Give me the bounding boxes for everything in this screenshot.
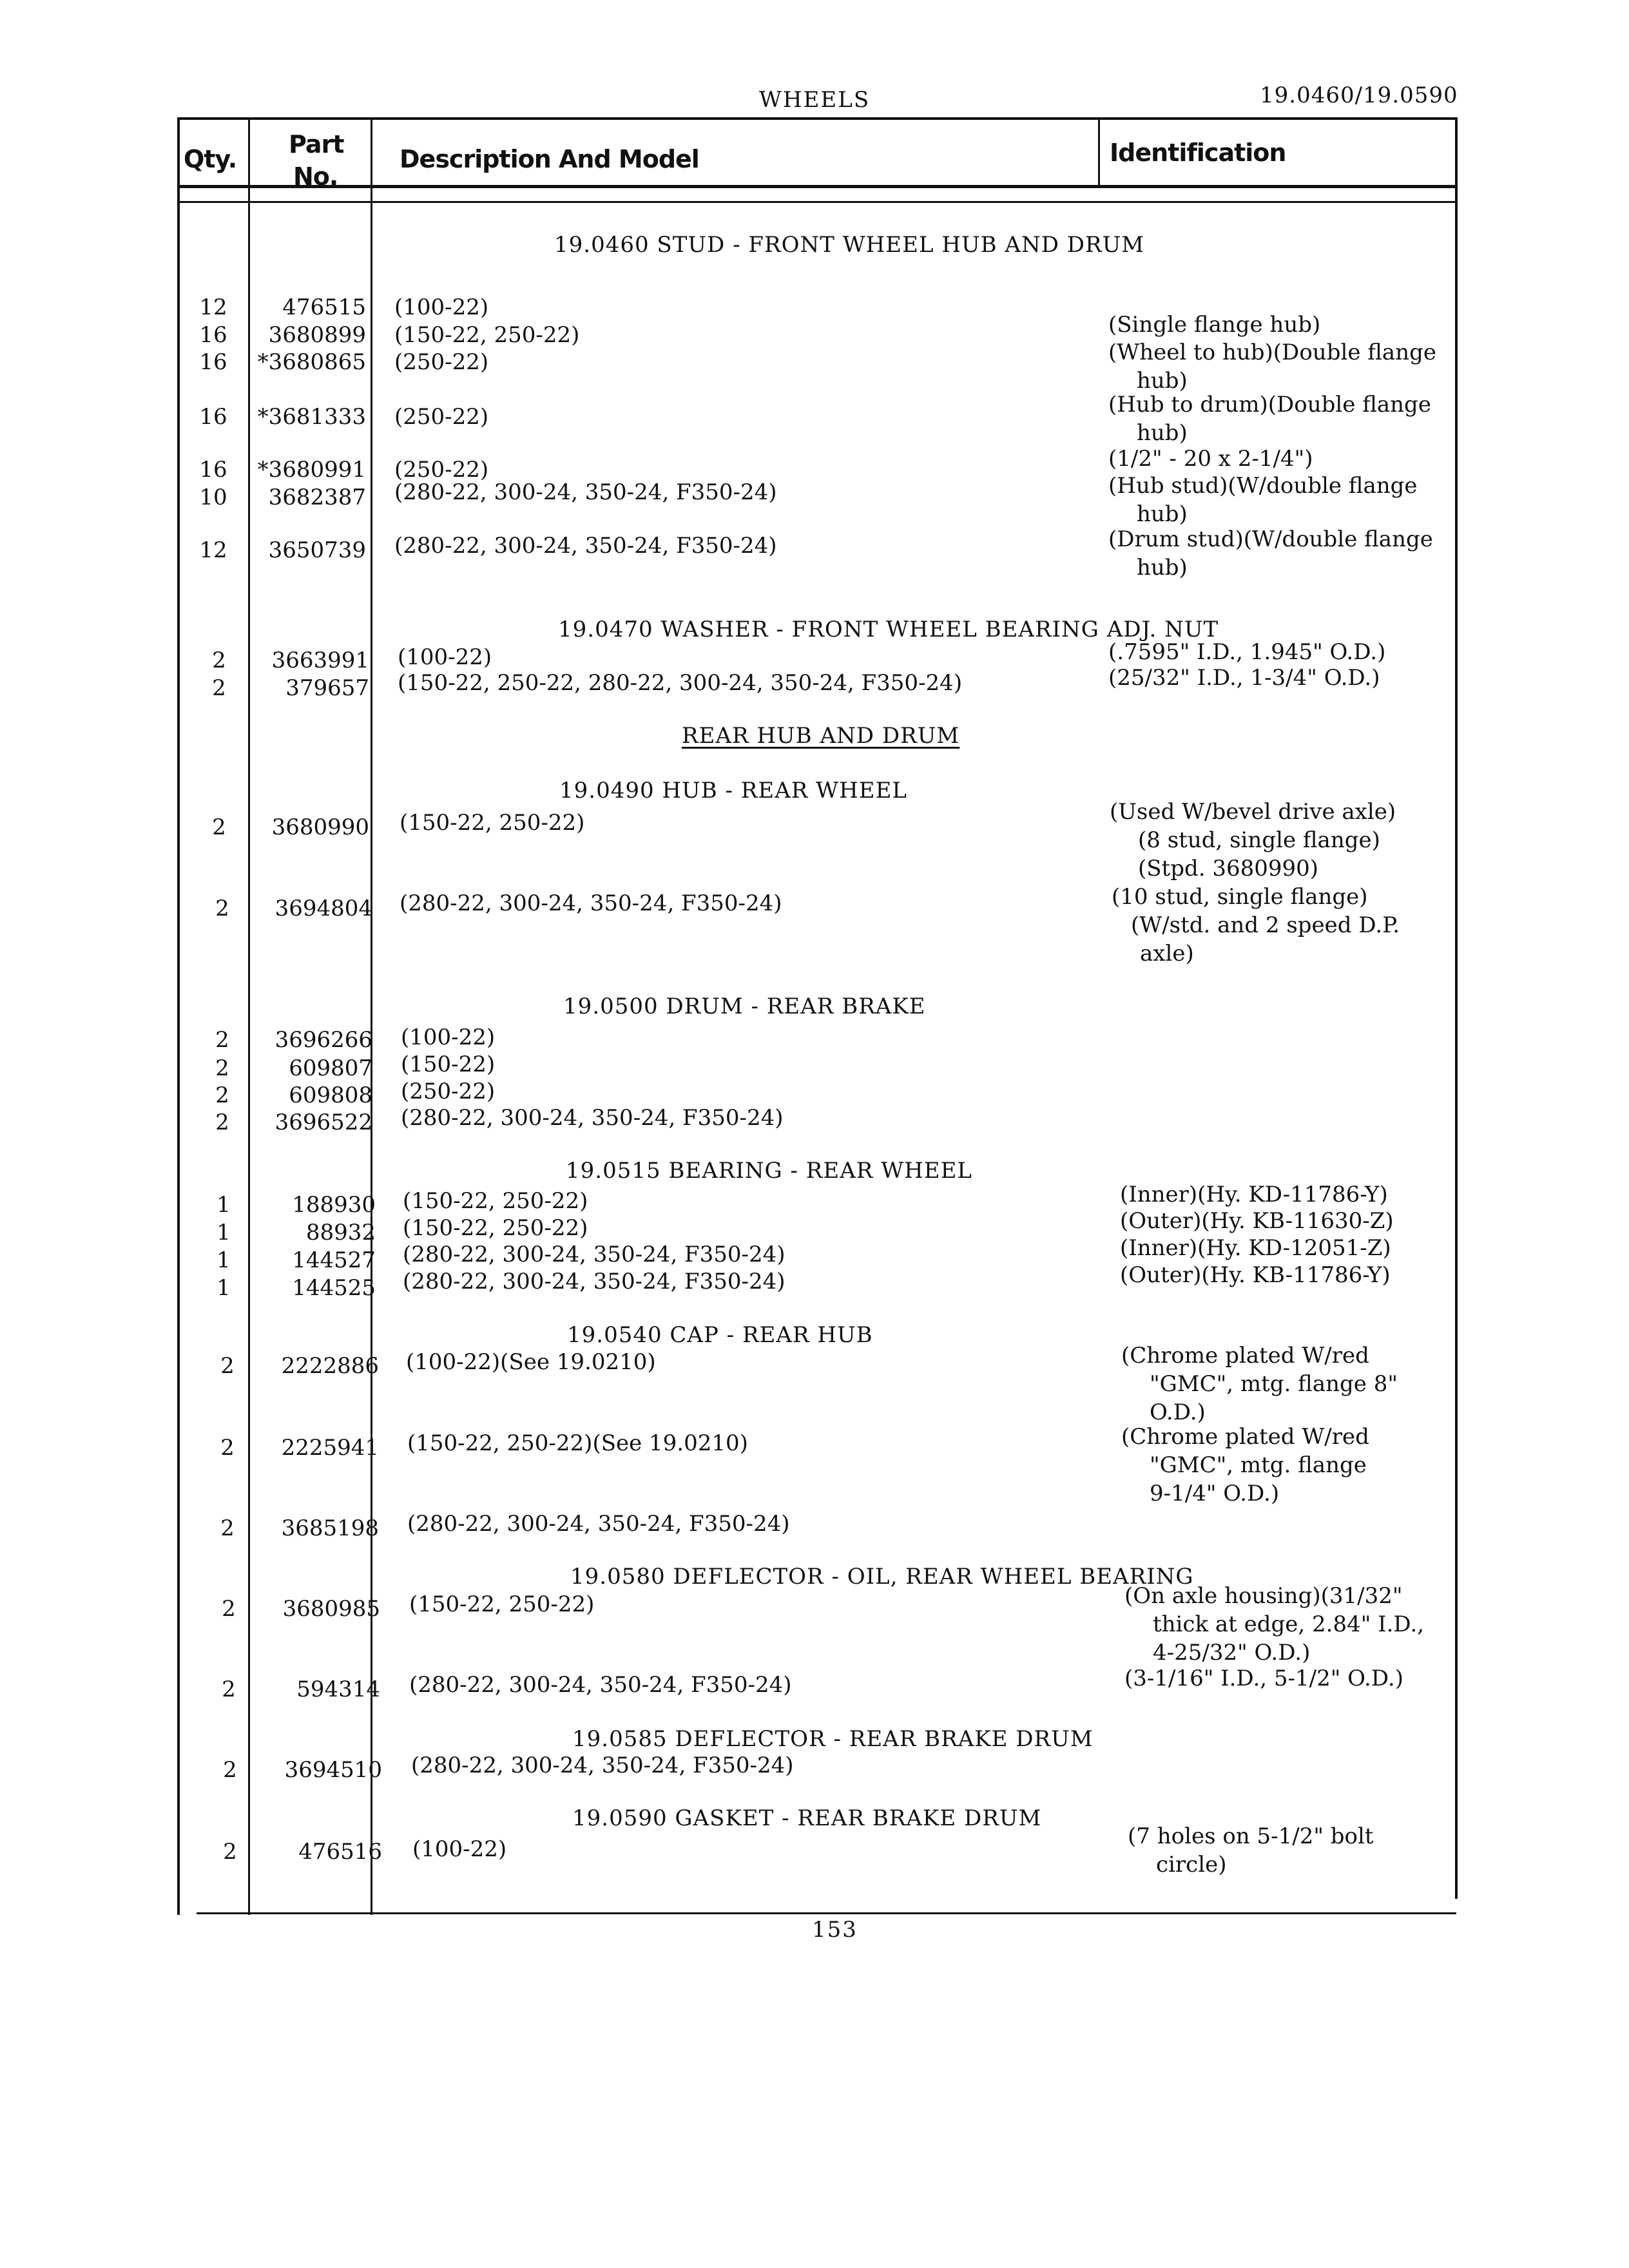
- part-desc-divider: [371, 117, 372, 1915]
- row-description: (280-22, 300-24, 350-24, F350-24): [403, 1242, 786, 1267]
- identification-line: (Wheel to hub)(Double flange: [1108, 340, 1436, 365]
- identification-line: (8 stud, single flange): [1138, 827, 1380, 853]
- row-description: (150-22, 250-22): [403, 1188, 588, 1214]
- page-ref-number: 19.0460/19.0590: [1260, 82, 1458, 108]
- row-part-number: 3663991: [271, 648, 369, 673]
- row-part-number: 379657: [285, 675, 369, 701]
- row-qty: 2: [215, 1027, 229, 1053]
- identification-line: (Inner)(Hy. KD-11786-Y): [1120, 1182, 1388, 1207]
- identification-line: circle): [1156, 1852, 1227, 1878]
- identification-line: (Outer)(Hy. KB-11630-Z): [1120, 1208, 1394, 1234]
- row-identification: [1120, 1180, 1388, 1209]
- section-title: 19.0580 DEFLECTOR - OIL, REAR WHEEL BEARING: [570, 1564, 1194, 1590]
- row-identification: [1108, 525, 1433, 582]
- row-qty: 1: [217, 1220, 231, 1245]
- row-part-number: 2222886: [281, 1353, 379, 1379]
- row-qty: 2: [220, 1353, 235, 1379]
- identification-line: (Hub to drum)(Double flange: [1108, 392, 1431, 418]
- identification-line: (3-1/16" I.D., 5-1/2" O.D.): [1124, 1666, 1403, 1691]
- row-identification: [1120, 1207, 1394, 1235]
- row-qty: 2: [212, 814, 226, 840]
- row-qty: 16: [199, 322, 227, 348]
- row-qty: 10: [199, 485, 227, 510]
- page-number: 153: [812, 1917, 858, 1943]
- identification-line: 4-25/32" O.D.): [1153, 1640, 1311, 1666]
- row-identification: [1108, 445, 1313, 473]
- row-identification: [1108, 338, 1436, 395]
- identification-line: 9-1/4" O.D.): [1150, 1481, 1280, 1506]
- row-part-number: *3681333: [257, 404, 366, 430]
- col-header-part-line2: No.: [293, 162, 338, 191]
- row-part-number: 3696522: [275, 1110, 372, 1135]
- row-part-number: 3680985: [282, 1596, 380, 1622]
- row-description: (250-22): [394, 457, 489, 483]
- row-part-number: 594314: [296, 1677, 380, 1702]
- identification-line: (Chrome plated W/red: [1121, 1424, 1369, 1450]
- row-description: (100-22): [398, 644, 492, 670]
- row-description: (280-22, 300-24, 350-24, F350-24): [409, 1672, 792, 1698]
- col-header-description: Description And Model: [400, 145, 699, 173]
- row-description: (280-22, 300-24, 350-24, F350-24): [407, 1511, 790, 1537]
- identification-line: (.7595" I.D., 1.945" O.D.): [1108, 639, 1386, 665]
- section-heading-rear-hub: REAR HUB AND DRUM: [682, 723, 960, 749]
- row-qty: 2: [215, 1055, 229, 1081]
- identification-line: (7 holes on 5-1/2" bolt: [1128, 1823, 1374, 1849]
- row-qty: 16: [199, 349, 227, 375]
- row-description: (150-22, 250-22)(See 19.0210): [407, 1430, 748, 1456]
- identification-line: hub): [1137, 368, 1188, 394]
- row-part-number: 3685198: [281, 1515, 379, 1541]
- row-identification: [1120, 1234, 1391, 1262]
- row-description: (150-22): [401, 1052, 496, 1077]
- row-part-number: 3696266: [275, 1027, 372, 1053]
- row-identification: [1112, 883, 1400, 968]
- row-qty: 16: [199, 404, 227, 430]
- row-qty: 1: [217, 1192, 231, 1218]
- row-identification: [1120, 1261, 1391, 1289]
- header-bottom-rule: [177, 185, 1456, 188]
- section-title: 19.0515 BEARING - REAR WHEEL: [566, 1158, 973, 1184]
- row-qty: 16: [199, 457, 227, 483]
- section-title: 19.0460 STUD - FRONT WHEEL HUB AND DRUM: [554, 232, 1145, 258]
- row-identification: [1128, 1822, 1374, 1879]
- row-qty: 2: [220, 1435, 235, 1461]
- row-identification: [1124, 1664, 1403, 1693]
- row-part-number: 144525: [292, 1275, 376, 1301]
- section-title: 19.0540 CAP - REAR HUB: [567, 1322, 873, 1348]
- identification-line: (Inner)(Hy. KD-12051-Z): [1120, 1235, 1391, 1261]
- table-left-rule: [177, 117, 180, 1915]
- identification-line: (1/2" - 20 x 2-1/4"): [1108, 446, 1313, 472]
- row-description: (280-22, 300-24, 350-24, F350-24): [394, 479, 777, 505]
- row-qty: 1: [217, 1275, 231, 1301]
- row-identification: [1108, 664, 1380, 692]
- row-part-number: 3694510: [284, 1757, 382, 1783]
- row-part-number: 2225941: [281, 1435, 379, 1461]
- row-part-number: 144527: [292, 1247, 376, 1273]
- row-description: (100-22)(See 19.0210): [406, 1349, 656, 1375]
- col-header-qty: Qty.: [184, 145, 237, 173]
- row-part-number: 3680899: [268, 322, 366, 348]
- row-qty: 12: [199, 537, 227, 563]
- row-qty: 2: [220, 1515, 235, 1541]
- identification-line: thick at edge, 2.84" I.D.,: [1153, 1611, 1425, 1637]
- row-description: (100-22): [394, 294, 489, 320]
- identification-line: (25/32" I.D., 1-3/4" O.D.): [1108, 665, 1380, 691]
- row-description: (100-22): [401, 1024, 496, 1050]
- row-identification: [1110, 798, 1396, 883]
- section-title: 19.0590 GASKET - REAR BRAKE DRUM: [572, 1805, 1042, 1831]
- identification-line: (Drum stud)(W/double flange: [1108, 526, 1433, 552]
- identification-line: axle): [1140, 941, 1194, 966]
- row-identification: [1108, 472, 1418, 528]
- row-description: (150-22, 250-22): [403, 1215, 588, 1241]
- row-part-number: 3680990: [271, 814, 369, 840]
- row-identification: [1121, 1341, 1398, 1427]
- identification-line: hub): [1137, 555, 1188, 581]
- row-description: (150-22, 250-22, 280-22, 300-24, 350-24, F350-24): [398, 670, 963, 696]
- identification-line: hub): [1137, 420, 1188, 446]
- identification-line: O.D.): [1150, 1399, 1206, 1425]
- row-identification: [1108, 638, 1385, 666]
- row-qty: 2: [212, 675, 226, 701]
- row-qty: 12: [199, 294, 227, 320]
- row-part-number: 609808: [289, 1082, 372, 1108]
- identification-line: (W/std. and 2 speed D.P.: [1131, 912, 1400, 938]
- identification-line: (Used W/bevel drive axle): [1110, 799, 1396, 825]
- row-description: (280-22, 300-24, 350-24, F350-24): [394, 533, 777, 559]
- row-description: (150-22, 250-22): [394, 322, 580, 348]
- section-title: 19.0500 DRUM - REAR BRAKE: [563, 994, 926, 1019]
- row-identification: [1108, 311, 1320, 339]
- page-section-title: WHEELS: [759, 87, 871, 113]
- row-part-number: 476515: [282, 294, 366, 320]
- row-identification: [1108, 390, 1431, 447]
- identification-line: (Stpd. 3680990): [1138, 856, 1319, 881]
- row-description: (250-22): [401, 1079, 496, 1104]
- row-description: (280-22, 300-24, 350-24, F350-24): [401, 1105, 784, 1131]
- identification-line: "GMC", mtg. flange 8": [1150, 1371, 1398, 1397]
- identification-line: (Outer)(Hy. KB-11786-Y): [1120, 1262, 1391, 1288]
- row-description: (280-22, 300-24, 350-24, F350-24): [400, 890, 782, 916]
- row-description: (150-22, 250-22): [400, 810, 585, 836]
- identification-line: (10 stud, single flange): [1112, 884, 1368, 910]
- row-qty: 1: [217, 1247, 231, 1273]
- section-title: 19.0470 WASHER - FRONT WHEEL BEARING ADJ. NUT: [558, 617, 1219, 642]
- identification-line: "GMC", mtg. flange: [1150, 1452, 1367, 1478]
- section-title: 19.0490 HUB - REAR WHEEL: [559, 778, 907, 803]
- row-qty: 2: [222, 1596, 236, 1622]
- row-part-number: 88932: [305, 1220, 376, 1245]
- row-qty: 2: [222, 1677, 236, 1702]
- identification-line: (Hub stud)(W/double flange: [1108, 473, 1418, 499]
- header-bottom-rule-2: [177, 201, 1456, 203]
- row-description: (250-22): [394, 349, 489, 375]
- row-part-number: 188930: [292, 1192, 376, 1218]
- table-bottom-rule: [197, 1912, 1456, 1914]
- identification-line: (Single flange hub): [1108, 312, 1321, 338]
- table-right-rule: [1455, 117, 1458, 1899]
- identification-line: (Chrome plated W/red: [1121, 1343, 1369, 1369]
- row-part-number: *3680865: [257, 349, 366, 375]
- row-identification: [1124, 1582, 1424, 1667]
- row-description: (280-22, 300-24, 350-24, F350-24): [411, 1753, 794, 1778]
- row-identification: [1121, 1423, 1369, 1508]
- row-qty: 2: [215, 1082, 229, 1108]
- col-header-part-line1: Part: [289, 130, 344, 159]
- identification-line: hub): [1137, 501, 1188, 527]
- row-qty: 2: [223, 1839, 237, 1865]
- row-part-number: *3680991: [257, 457, 366, 483]
- identification-line: (On axle housing)(31/32": [1124, 1583, 1403, 1609]
- col-header-identification: Identification: [1110, 139, 1286, 167]
- row-description: (250-22): [394, 404, 489, 430]
- qty-part-divider: [248, 117, 250, 1915]
- row-part-number: 3682387: [268, 485, 366, 510]
- row-description: (100-22): [412, 1836, 507, 1862]
- desc-ident-divider: [1098, 117, 1100, 187]
- section-title: 19.0585 DEFLECTOR - REAR BRAKE DRUM: [572, 1726, 1094, 1752]
- row-description: (280-22, 300-24, 350-24, F350-24): [403, 1269, 786, 1294]
- row-qty: 2: [223, 1757, 237, 1783]
- table-top-rule: [177, 117, 1456, 120]
- row-part-number: 3694804: [275, 896, 372, 921]
- row-part-number: 3650739: [268, 537, 366, 563]
- row-qty: 2: [212, 648, 226, 673]
- row-part-number: 476516: [298, 1839, 382, 1865]
- row-description: (150-22, 250-22): [409, 1591, 595, 1617]
- row-part-number: 609807: [289, 1055, 372, 1081]
- row-qty: 2: [215, 1110, 229, 1135]
- row-qty: 2: [215, 896, 229, 921]
